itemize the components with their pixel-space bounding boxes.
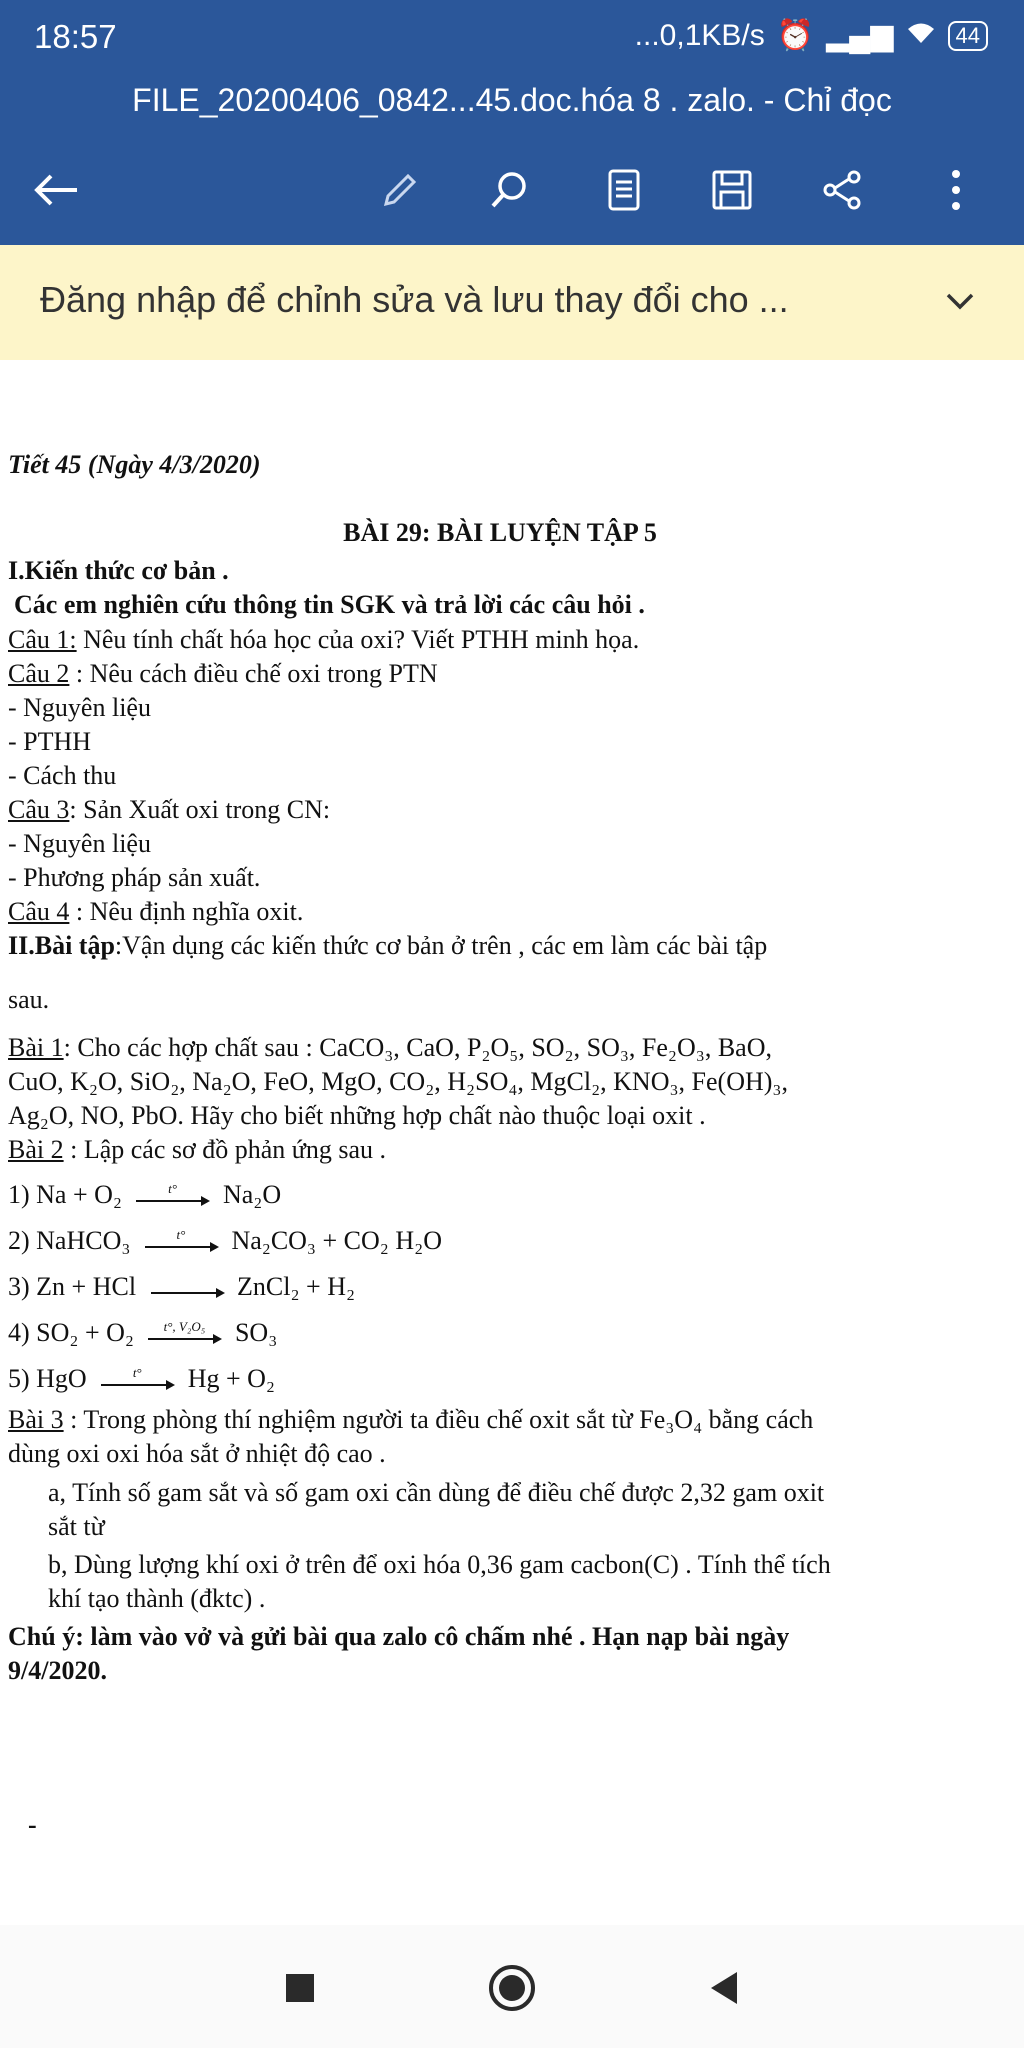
exercise-3-part-a: a, Tính số gam sắt và số gam oxi cần dùng để điều chế được 2,32 gam oxit (48, 1478, 825, 1507)
section-2-continued: sau. (8, 985, 50, 1014)
reaction-1: 1) Na + O₂ t° Na₂O (8, 1180, 282, 1209)
exercise-1-line-3: Ag₂O, NO, PbO. Hãy cho biết những hợp chất nào thuộc loại oxit . (8, 1101, 706, 1130)
lesson-header: Tiết 45 (Ngày 4/3/2020) (8, 450, 261, 479)
note-line-1: Chú ý: làm vào vở và gửi bài qua zalo cô chấm nhé . Hạn nạp bài ngày (8, 1622, 790, 1651)
status-time: 18:57 (34, 18, 117, 55)
banner-text: Đăng nhập để chỉnh sửa và lưu thay đổi cho ... (40, 279, 789, 320)
document-page (0, 360, 1024, 1920)
exercise-3-part-b: b, Dùng lượng khí oxi ở trên để oxi hóa 0,36 gam cacbon(C) . Tính thể tích (48, 1550, 831, 1579)
exercise-3-line-2: dùng oxi oxi hóa sắt ở nhiệt độ cao . (8, 1439, 386, 1468)
status-bar (0, 0, 1024, 75)
reaction-5: 5) HgO t° Hg + O₂ (8, 1364, 275, 1393)
exercise-1-line-1: Bài 1: Cho các hợp chất sau : CaCO₃, CaO, P₂O₅, SO₂, SO₃, Fe₂O₃, BaO, (8, 1033, 772, 1062)
list-item: - PTHH (8, 727, 92, 756)
exercise-2: Bài 2 : Lập các sơ đồ phản ứng sau . (8, 1135, 387, 1164)
toolbar (0, 135, 1024, 245)
more-icon[interactable] (926, 160, 986, 220)
back-triangle-icon[interactable] (696, 1960, 752, 2016)
home-circle-icon[interactable] (484, 1960, 540, 2016)
sign-in-banner[interactable] (0, 245, 1024, 361)
exercise-1-line-2: CuO, K₂O, SiO₂, Na₂O, FeO, MgO, CO₂, H₂SO₄, MgCl₂, KNO₃, Fe(OH)₃, (8, 1067, 788, 1096)
reading-view-icon[interactable] (594, 160, 654, 220)
reaction-4: 4) SO₂ + O₂ t°, V₂O₅ SO₃ (8, 1318, 278, 1347)
exercise-3-part-b-cont: khí tạo thành (đktc) . (48, 1584, 266, 1613)
signal-icon: ▂▄▆ (826, 19, 894, 52)
question-4: Câu 4 : Nêu định nghĩa oxit. (8, 897, 304, 926)
reaction-3: 3) Zn + HCl ZnCl₂ + H₂ (8, 1272, 356, 1301)
recents-square-icon[interactable] (272, 1960, 328, 2016)
section-1-heading: I.Kiến thức cơ bản . (8, 556, 229, 585)
list-item: - Cách thu (8, 761, 117, 790)
alarm-icon: ⏰ (776, 19, 815, 52)
save-icon[interactable] (702, 160, 762, 220)
reaction-arrow: t° (143, 1233, 219, 1253)
section-2-heading: II.Bài tập:Vận dụng các kiến thức cơ bản ở trên , các em làm các bài tập (8, 931, 768, 960)
question-3: Câu 3: Sản Xuất oxi trong CN: (8, 795, 331, 824)
question-2: Câu 2 : Nêu cách điều chế oxi trong PTN (8, 659, 438, 688)
back-arrow-icon[interactable] (26, 160, 86, 220)
chevron-down-icon[interactable] (940, 281, 980, 321)
search-icon[interactable] (480, 160, 540, 220)
wifi-icon (906, 19, 936, 53)
share-icon[interactable] (812, 160, 872, 220)
network-speed: ...0,1KB/s (634, 18, 765, 52)
lesson-title: BÀI 29: BÀI LUYỆN TẬP 5 (343, 518, 657, 547)
exercise-3-line-1: Bài 3 : Trong phòng thí nghiệm người ta điều chế oxit sắt từ Fe₃O₄ bằng cách (8, 1405, 814, 1434)
status-indicators (635, 18, 988, 53)
navigation-bar (0, 1925, 1024, 2048)
reaction-2: 2) NaHCO₃ t° Na₂CO₃ + CO₂ H₂O (8, 1226, 442, 1255)
exercise-3-part-a-cont: sắt từ (48, 1512, 105, 1541)
list-item: - Nguyên liệu (8, 693, 151, 722)
stray-dash: - (28, 1810, 37, 1839)
list-item: - Phương pháp sản xuất. (8, 863, 261, 892)
intro-text: Các em nghiên cứu thông tin SGK và trả lời các câu hỏi . (14, 590, 645, 619)
battery-icon: 44 (948, 21, 988, 51)
reaction-arrow: t° (99, 1371, 175, 1391)
list-item: - Nguyên liệu (8, 829, 151, 858)
reaction-arrow: t° (134, 1187, 210, 1207)
document-title: FILE_20200406_0842...45.doc.hóa 8 . zalo. - Chỉ đọc (0, 75, 1024, 135)
note-line-2: 9/4/2020. (8, 1656, 107, 1685)
reaction-arrow: t°, V₂O₅ (146, 1325, 222, 1345)
question-1: Câu 1: Nêu tính chất hóa học của oxi? Viết PTHH minh họa. (8, 625, 640, 654)
reaction-arrow (149, 1279, 225, 1299)
pencil-icon[interactable] (370, 160, 430, 220)
